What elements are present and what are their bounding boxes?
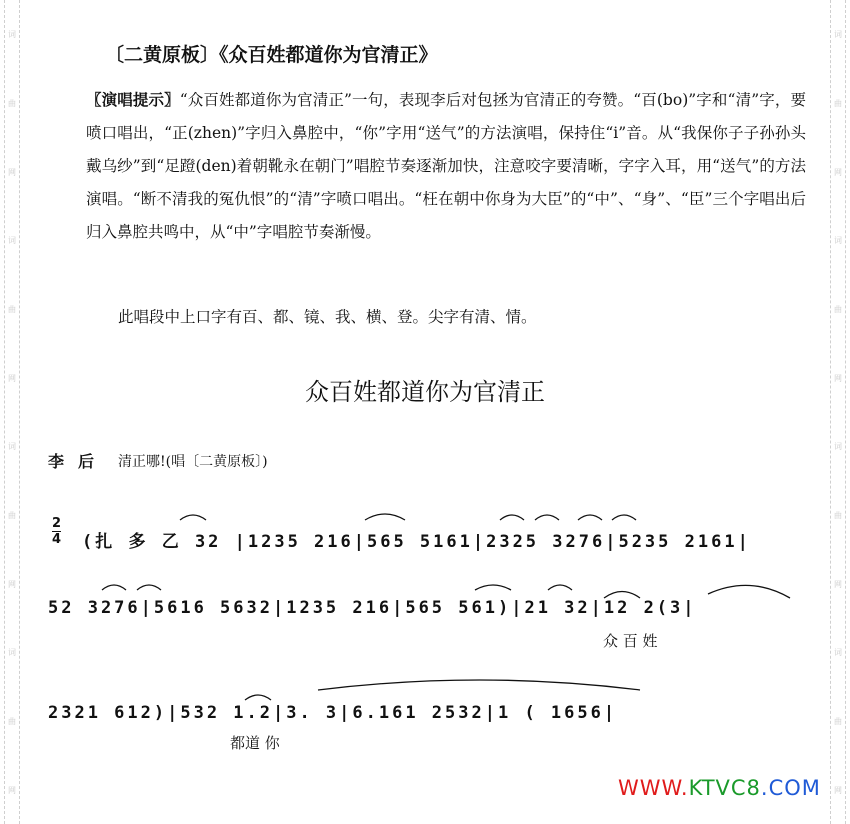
watermark: 词 — [7, 648, 17, 657]
watermark: 曲 — [833, 304, 843, 313]
right-watermark-strip — [830, 0, 846, 824]
watermark: 词 — [833, 236, 843, 245]
section-title: 〔二黄原板〕《众百姓都道你为官清正》 — [105, 44, 438, 66]
watermark: 曲 — [7, 304, 17, 313]
watermark: 曲 — [7, 510, 17, 519]
url-part-tld: .COM — [760, 776, 821, 800]
score-line-3: 2321 612)|532 1.2|3. 3|6.161 2532|1 ( 1656| — [48, 703, 618, 723]
watermark: 网 — [833, 785, 843, 794]
url-part-www: WWW. — [618, 776, 689, 800]
watermark: 词 — [7, 442, 17, 451]
watermark: 曲 — [7, 98, 17, 107]
watermark: 词 — [833, 30, 843, 39]
hint-body: “众百姓都道你为官清正”一句，表现李后对包拯为官清正的夸赞。“百(bo)”字和“清”字，要喷口唱出，“正(zhen)”字归入鼻腔中，“你”字用“送气”的方法演唱，保持住“i”音。从“我保你子子孙孙头戴乌纱”到“足蹬(den)着朝靴永在朝门”唱腔节奏逐渐加快，注意咬字要清晰，字字入耳，用“送气”的方法演唱。“断不清我的冤仇恨”的“清”字喷口唱出。“枉在朝中你身为大臣”的“中”、“身”、“臣”三个字唱出后归入鼻腔共鸣中，从“中”字唱腔节奏渐慢。 — [86, 91, 806, 241]
watermark: 曲 — [833, 98, 843, 107]
role-spoken-line: 清正哪!(唱〔二黄原板〕) — [118, 454, 268, 470]
hint-tag: 〖演唱提示〗 — [86, 91, 180, 109]
score-line-2: 52 3276|5616 5632|1235 216|565 561)|21 32|12 2(3| — [48, 598, 697, 618]
watermark: 曲 — [7, 716, 17, 725]
lyrics-line-1: 众 百 姓 — [603, 632, 658, 650]
lyrics-line-2: 都道 你 — [230, 734, 280, 752]
watermark: 网 — [7, 373, 17, 382]
watermark: 词 — [833, 442, 843, 451]
watermark: 词 — [7, 30, 17, 39]
watermark: 网 — [833, 373, 843, 382]
watermark: 曲 — [833, 716, 843, 725]
time-signature-bottom: 4 — [52, 532, 62, 547]
watermark: 曲 — [833, 510, 843, 519]
watermark: 网 — [7, 785, 17, 794]
role-name: 李后 — [48, 452, 109, 471]
watermark: 网 — [833, 579, 843, 588]
pronunciation-note: 此唱段中上口字有百、都、镜、我、横、登。尖字有清、情。 — [118, 308, 537, 326]
watermark: 词 — [833, 648, 843, 657]
song-title: 众百姓都道你为官清正 — [305, 378, 545, 406]
watermark: 网 — [7, 167, 17, 176]
watermark: 词 — [7, 236, 17, 245]
watermark: 网 — [7, 579, 17, 588]
singing-hint-paragraph — [86, 84, 806, 249]
watermark: 网 — [833, 167, 843, 176]
score-line-1: (扎 多 乙 32 |1235 216|565 5161|2325 3276|5235 2161| — [82, 532, 751, 552]
time-signature-top: 2 — [52, 516, 62, 531]
left-watermark-strip — [4, 0, 20, 824]
time-signature — [52, 517, 61, 546]
site-watermark-url — [618, 776, 821, 800]
url-part-name: KTVC8 — [688, 776, 761, 800]
